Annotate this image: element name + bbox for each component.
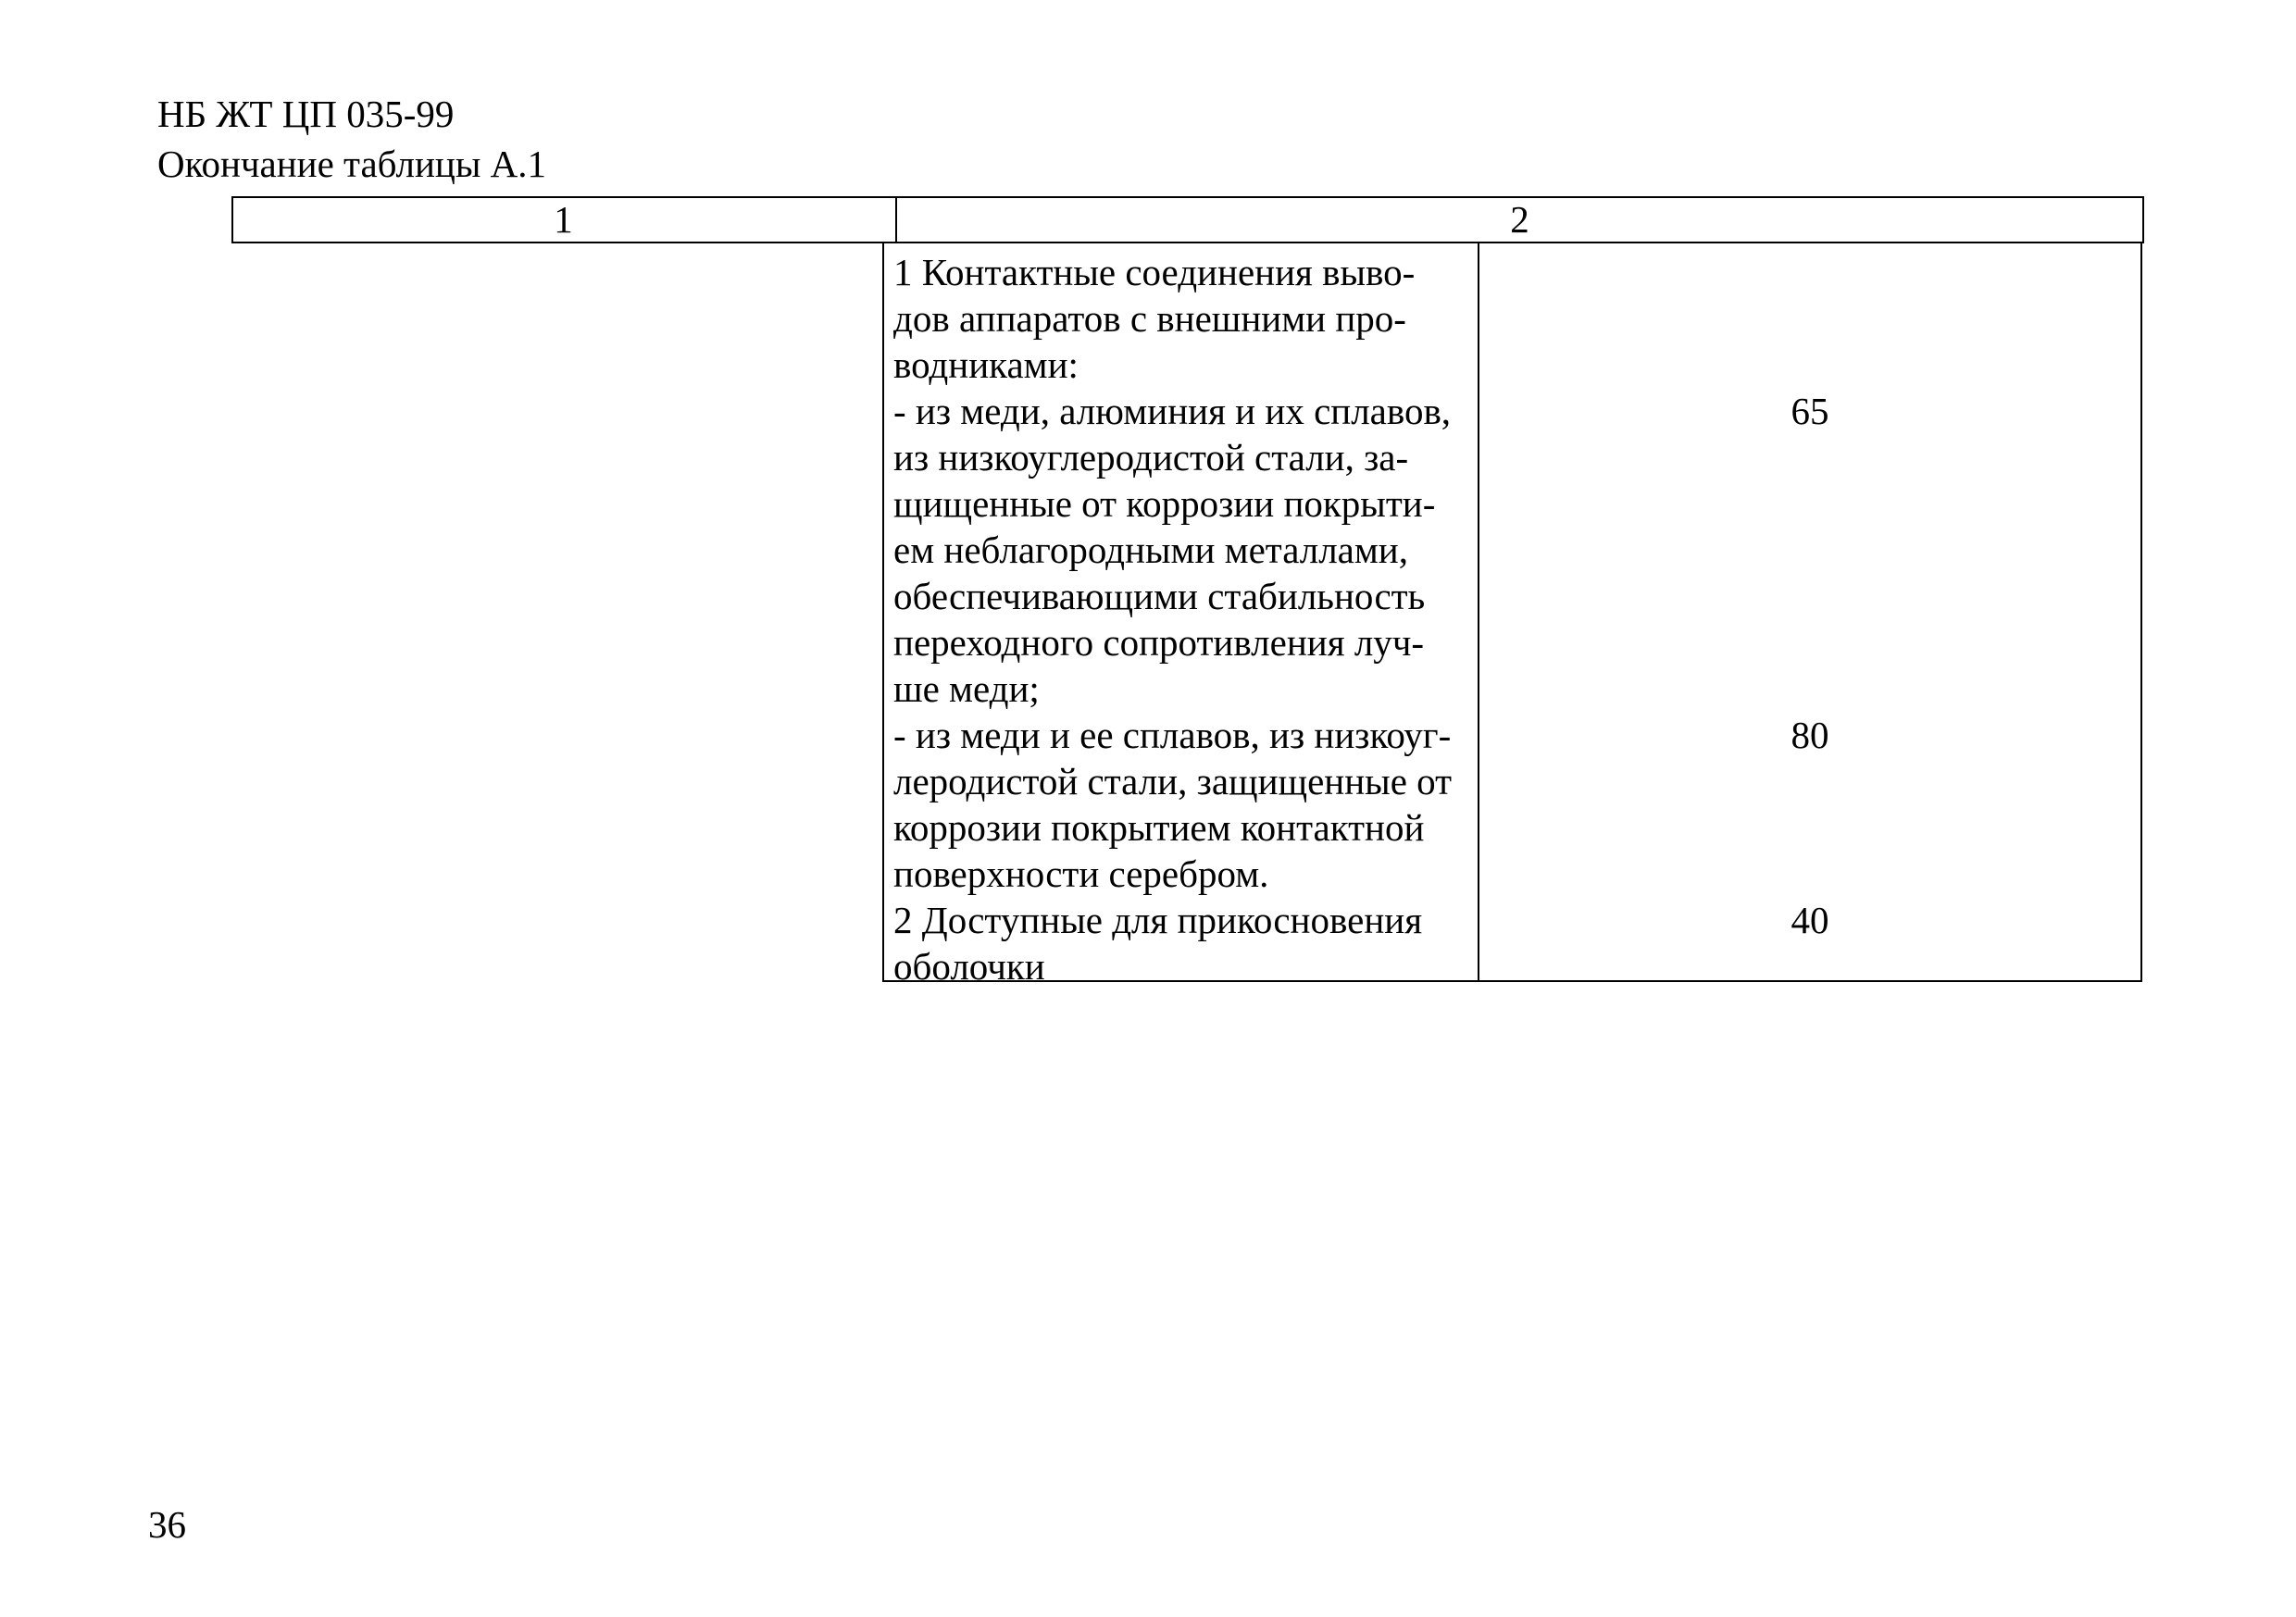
- table-body: [882, 242, 2142, 988]
- text-line: дов аппаратов с внешними про-: [893, 297, 1406, 340]
- text-line: ше меди;: [893, 667, 1040, 710]
- text-line: водниками:: [893, 343, 1079, 386]
- table-caption: Окончание таблицы А.1: [157, 143, 546, 185]
- text-line: - из меди, алюминия и их сплавов,: [893, 390, 1452, 432]
- text-line: леродистой стали, защищенные от: [893, 760, 1453, 802]
- text-line: обеспечивающими стабильность: [893, 575, 1426, 617]
- text-line: - из меди и ее сплавов, из низкоуг-: [893, 714, 1452, 756]
- text-line: щищенные от коррозии покрыти-: [893, 482, 1436, 525]
- text-line: 2 Доступные для прикосновения: [893, 899, 1423, 941]
- value-cell-40: 40: [1791, 899, 1829, 941]
- text-line: из низкоуглеродистой стали, за-: [893, 436, 1409, 479]
- text-line: 1 Контактные соединения выво-: [893, 251, 1416, 293]
- page-number: 36: [148, 1503, 186, 1546]
- text-line: ем неблагородными металлами,: [893, 529, 1409, 571]
- column-header-1: 1: [554, 198, 573, 241]
- text-line: оболочки: [893, 945, 1045, 988]
- document-code: НБ ЖТ ЦП 035-99: [157, 93, 455, 135]
- text-line: поверхности серебром.: [893, 852, 1269, 895]
- value-cell-80: 80: [1791, 714, 1829, 756]
- value-cell-65: 65: [1791, 390, 1829, 432]
- column-header-2: 2: [895, 198, 2142, 242]
- description-column: [884, 243, 1479, 988]
- text-line: коррозии покрытием контактной: [893, 806, 1425, 849]
- text-line: переходного сопротивления луч-: [893, 621, 1425, 664]
- table-header-row: [231, 196, 2144, 243]
